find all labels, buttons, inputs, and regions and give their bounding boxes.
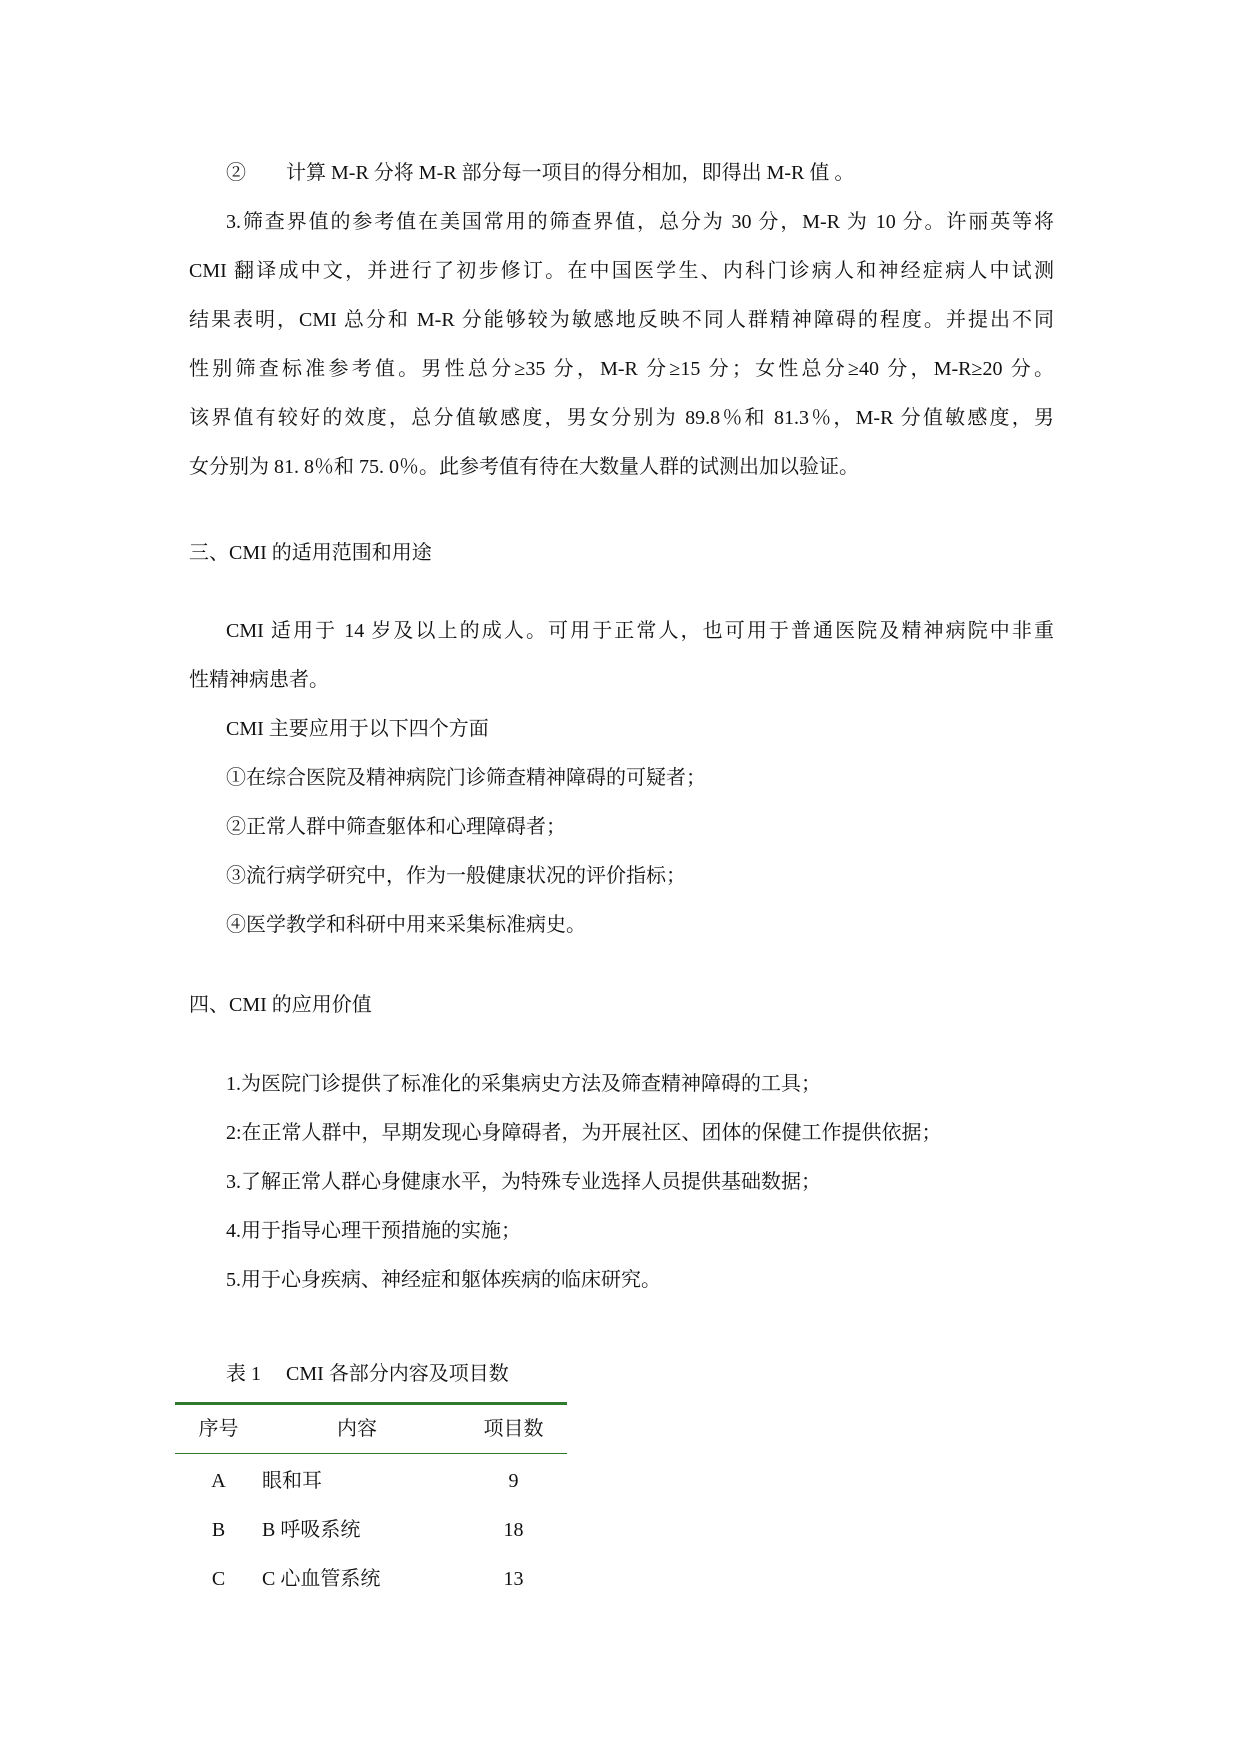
table-header-index: 序号: [198, 1418, 239, 1440]
table-cell-index: A: [211, 1470, 226, 1492]
paragraph-line: 3.筛查界值的参考值在美国常用的筛查界值，总分为 30 分，M-R 为 10 分。许丽英等将: [226, 211, 1054, 233]
paragraph-line: 结果表明，CMI 总分和 M-R 分能够较为敏感地反映不同人群精神障碍的程度。并提出不同: [189, 309, 1054, 331]
table-caption: 表 1 CMI 各部分内容及项目数: [226, 1363, 509, 1385]
paragraph-line: 该界值有较好的效度，总分值敏感度，男女分别为 89.8％和 81.3％，M-R 分值敏感度，男: [189, 407, 1054, 429]
table-cell-count: 18: [503, 1519, 524, 1541]
table-cell-content: B 呼吸系统: [262, 1519, 361, 1541]
list-intro: CMI 主要应用于以下四个方面: [226, 718, 489, 740]
table-cell-count: 13: [503, 1568, 524, 1590]
list-item: 4.用于指导心理干预措施的实施；: [226, 1220, 521, 1242]
table-cell-content: C 心血管系统: [262, 1568, 381, 1590]
table-cell-count: 9: [508, 1470, 519, 1492]
section-heading: 三、CMI 的适用范围和用途: [189, 542, 432, 564]
section-heading: 四、CMI 的应用价值: [189, 994, 372, 1016]
paragraph-line: 性别筛查标准参考值。男性总分≥35 分，M-R 分≥15 分；女性总分≥40 分，M-R≥20 分。: [189, 358, 1054, 380]
mr-calc-item: ② 计算 M-R 分将 M-R 部分每一项目的得分相加，即得出 M-R 值 。: [226, 162, 855, 184]
table-cell-index: B: [211, 1519, 226, 1541]
paragraph-line: CMI 适用于 14 岁及以上的成人。可用于正常人，也可用于普通医院及精神病院中非重: [226, 620, 1054, 642]
list-item: ②正常人群中筛查躯体和心理障碍者；: [226, 816, 566, 838]
paragraph-line: 性精神病患者。: [189, 669, 329, 691]
list-item: 3.了解正常人群心身健康水平，为特殊专业选择人员提供基础数据；: [226, 1171, 821, 1193]
list-item: 5.用于心身疾病、神经症和躯体疾病的临床研究。: [226, 1269, 661, 1291]
list-item: 1.为医院门诊提供了标准化的采集病史方法及筛查精神障碍的工具；: [226, 1073, 821, 1095]
table-cell-content: 眼和耳: [262, 1470, 322, 1492]
list-item: ③流行病学研究中，作为一般健康状况的评价指标；: [226, 865, 686, 887]
list-item: ④医学教学和科研中用来采集标准病史。: [226, 914, 586, 936]
list-item: ①在综合医院及精神病院门诊筛查精神障碍的可疑者；: [226, 767, 706, 789]
table-top-rule: [175, 1402, 567, 1405]
table-header-rule: [175, 1453, 567, 1454]
table-cell-index: C: [211, 1568, 226, 1590]
table-header-content: 内容: [337, 1418, 377, 1440]
list-item: 2:在正常人群中，早期发现心身障碍者，为开展社区、团体的保健工作提供依据；: [226, 1122, 942, 1144]
paragraph-line: 女分别为 81. 8％和 75. 0％。此参考值有待在大数量人群的试测出加以验证。: [189, 456, 859, 478]
table-header-count: 项目数: [483, 1418, 544, 1440]
paragraph-line: CMI 翻译成中文，并进行了初步修订。在中国医学生、内科门诊病人和神经症病人中试测: [189, 260, 1054, 282]
